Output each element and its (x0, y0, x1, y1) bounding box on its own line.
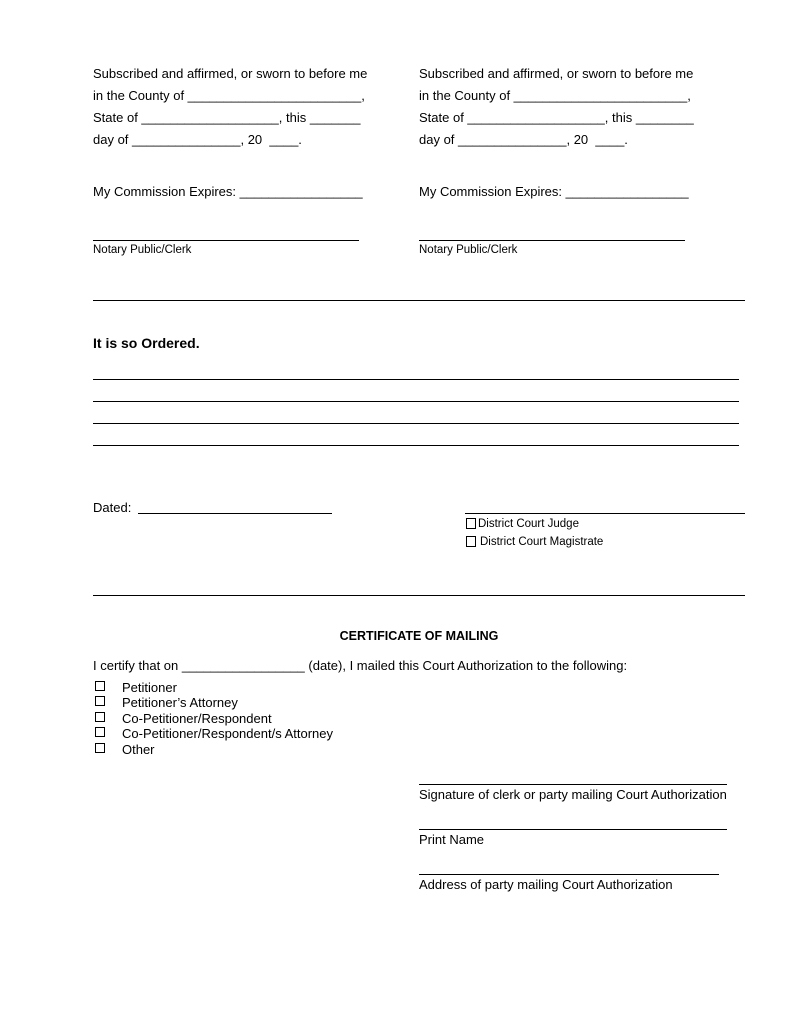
judge-checkbox[interactable] (466, 518, 476, 529)
notary-right-line1: Subscribed and affirmed, or sworn to before me (419, 66, 694, 81)
certificate-title: CERTIFICATE OF MAILING (339, 629, 499, 643)
recipient-label: Other (122, 742, 155, 757)
address-line[interactable] (419, 874, 719, 875)
judge-label: District Court Judge (478, 518, 579, 530)
notary-left-signature-line[interactable] (93, 240, 359, 241)
petitioner-attorney-checkbox[interactable] (95, 696, 105, 706)
print-name-line[interactable] (419, 829, 727, 830)
order-text-line[interactable] (93, 379, 739, 380)
dated-field-line[interactable] (138, 513, 332, 514)
magistrate-checkbox[interactable] (466, 536, 476, 547)
notary-left-line1: Subscribed and affirmed, or sworn to before me (93, 66, 368, 81)
recipient-label: Co-Petitioner/Respondent (122, 711, 272, 726)
order-heading: It is so Ordered. (93, 335, 200, 351)
dated-label: Dated: (93, 500, 132, 515)
notary-right-signer-label: Notary Public/Clerk (419, 244, 518, 256)
address-label: Address of party mailing Court Authorization (419, 877, 673, 892)
section-divider (93, 300, 745, 301)
recipient-label: Co-Petitioner/Respondent/s Attorney (122, 726, 334, 741)
judge-signature-line[interactable] (465, 513, 745, 514)
order-text-line[interactable] (93, 423, 739, 424)
recipient-label: Petitioner (122, 680, 177, 695)
notary-left-day-field[interactable]: day of _______________, 20 ____. (93, 132, 302, 147)
notary-left-signer-label: Notary Public/Clerk (93, 244, 192, 256)
order-text-line[interactable] (93, 445, 739, 446)
print-name-label: Print Name (419, 832, 485, 847)
recipient-label: Petitioner’s Attorney (122, 695, 238, 710)
co-petitioner-attorney-checkbox[interactable] (95, 727, 105, 737)
signature-label: Signature of clerk or party mailing Court Authorization (419, 787, 727, 802)
notary-right-state-field[interactable]: State of ___________________, this ________ (419, 110, 694, 125)
section-divider (93, 595, 745, 596)
clerk-signature-line[interactable] (419, 784, 727, 785)
notary-left-county-field[interactable]: in the County of ________________________, (93, 88, 365, 103)
notary-right-commission-field[interactable]: My Commission Expires: _________________ (419, 184, 689, 199)
order-text-line[interactable] (93, 401, 739, 402)
notary-left-state-field[interactable]: State of ___________________, this _______ (93, 110, 361, 125)
co-petitioner-checkbox[interactable] (95, 712, 105, 722)
notary-left-commission-field[interactable]: My Commission Expires: _________________ (93, 184, 363, 199)
petitioner-checkbox[interactable] (95, 681, 105, 691)
certificate-statement: I certify that on _________________ (date), I mailed this Court Authorization to the following: (93, 658, 628, 673)
magistrate-label: District Court Magistrate (480, 536, 604, 548)
notary-right-county-field[interactable]: in the County of ________________________, (419, 88, 691, 103)
notary-right-signature-line[interactable] (419, 240, 685, 241)
other-checkbox[interactable] (95, 743, 105, 753)
notary-right-day-field[interactable]: day of _______________, 20 ____. (419, 132, 628, 147)
